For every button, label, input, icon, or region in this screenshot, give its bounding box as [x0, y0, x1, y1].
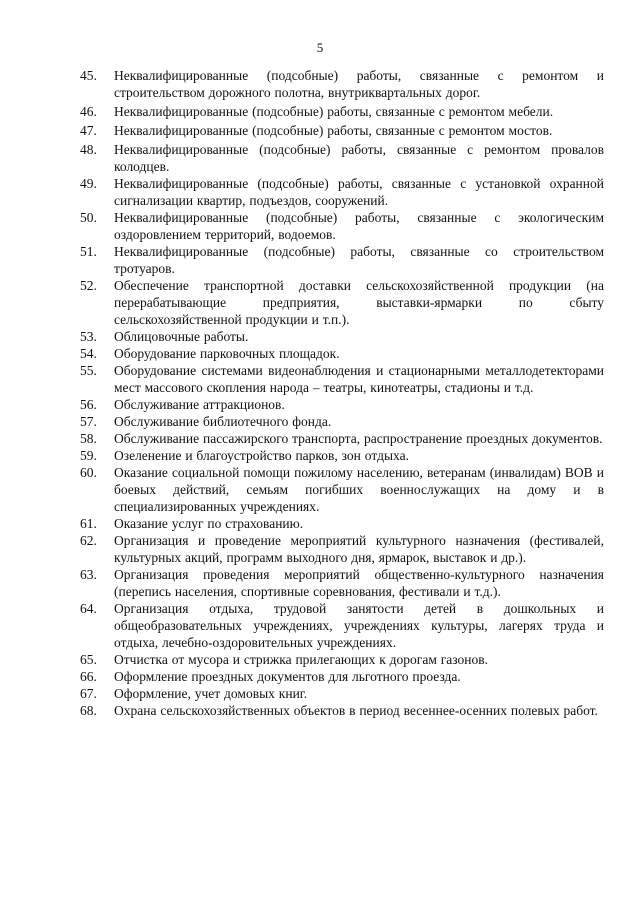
list-item-number: 47. [80, 123, 97, 138]
list-item [80, 651, 604, 668]
list-item-text: Организация проведения мероприятий общественно-культурного назначения (перепись населения, спортивные соревнования, фестивали и т.д.). [114, 567, 604, 599]
list-item [80, 243, 604, 277]
list-item-number: 60. [80, 465, 97, 480]
list-item-text: Неквалифицированные (подсобные) работы, связанные с ремонтом провалов колодцев. [114, 142, 604, 174]
list-item-text: Обслуживание библиотечного фонда. [114, 414, 332, 429]
list-item-number: 48. [80, 142, 97, 157]
list-item-number: 64. [80, 601, 97, 616]
list-item-number: 58. [80, 431, 97, 446]
list-item-text: Оказание услуг по страхованию. [114, 516, 304, 531]
list-item-number: 67. [80, 686, 97, 701]
list-item-text: Охрана сельскохозяйственных объектов в период весеннее-осенних полевых работ. [114, 703, 598, 718]
list-item [80, 430, 604, 447]
list-item-number: 68. [80, 703, 97, 718]
list-item [80, 103, 604, 120]
list-item [80, 532, 604, 566]
list-item-text: Обслуживание аттракционов. [114, 397, 285, 412]
list-item-number: 53. [80, 329, 97, 344]
list-item-text: Озеленение и благоустройство парков, зон отдыха. [114, 448, 409, 463]
list-item-number: 45. [80, 68, 97, 83]
list-item-number: 65. [80, 652, 97, 667]
list-item-number: 54. [80, 346, 97, 361]
list-item-text: Неквалифицированные (подсобные) работы, связанные с ремонтом мостов. [114, 123, 553, 138]
list-item [80, 566, 604, 600]
list-item-text: Оборудование системами видеонаблюдения и стационарными металлодетекторами мест массового скопления народа – театры, кинотеатры, стадионы и т.д. [114, 363, 604, 395]
list-item [80, 67, 604, 101]
list-item [80, 362, 604, 396]
list-item [80, 141, 604, 175]
list-item-text: Оформление проездных документов для льготного проезда. [114, 669, 461, 684]
list-item-text: Неквалифицированные (подсобные) работы, связанные с установкой охранной сигнализации квартир, подъездов, сооружений. [114, 176, 604, 208]
list-item [80, 396, 604, 413]
list-item-text: Оказание социальной помощи пожилому населению, ветеранам (инвалидам) ВОВ и боевых действий, семьям погибших военнослужащих на дому и в специализированных учреждениях. [114, 465, 604, 514]
list-item-text: Неквалифицированные (подсобные) работы, связанные со строительством тротуаров. [114, 244, 604, 276]
list-item [80, 685, 604, 702]
list-item-number: 59. [80, 448, 97, 463]
list-item-text: Организация и проведение мероприятий культурного назначения (фестивалей, культурных акций, программ выходного дня, ярмарок, выставок и др.). [114, 533, 604, 565]
list-item-text: Неквалифицированные (подсобные) работы, связанные с экологическим оздоровлением территорий, водоемов. [114, 210, 604, 242]
list-item-text: Организация отдыха, трудовой занятости детей в дошкольных и общеобразовательных учреждениях, учреждениях культуры, лагерях труда и отдыха, лечебно-оздоровительных учреждениях. [114, 601, 604, 650]
list-item-number: 61. [80, 516, 97, 531]
list-item [80, 175, 604, 209]
list-item [80, 600, 604, 651]
list-item [80, 413, 604, 430]
list-item [80, 209, 604, 243]
list-item-text: Неквалифицированные (подсобные) работы, связанные с ремонтом мебели. [114, 104, 554, 119]
list-item-text: Обслуживание пассажирского транспорта, распространение проездных документов. [114, 431, 603, 446]
list-item-text: Отчистка от мусора и стрижка прилегающих к дорогам газонов. [114, 652, 488, 667]
list-item [80, 447, 604, 464]
list-item-number: 62. [80, 533, 97, 548]
list-item [80, 277, 604, 328]
list-item-number: 52. [80, 278, 97, 293]
list-item-number: 63. [80, 567, 97, 582]
list-item [80, 668, 604, 685]
list-item-text: Оборудование парковочных площадок. [114, 346, 340, 361]
list-item-number: 49. [80, 176, 97, 191]
list-item [80, 515, 604, 532]
list-item [80, 328, 604, 345]
list-item-number: 51. [80, 244, 97, 259]
list-item-number: 56. [80, 397, 97, 412]
list-item-text: Оформление, учет домовых книг. [114, 686, 308, 701]
list-item-text: Облицовочные работы. [114, 329, 249, 344]
list-item-number: 50. [80, 210, 97, 225]
list-item [80, 702, 604, 719]
list-item-number: 66. [80, 669, 97, 684]
list-item [80, 464, 604, 515]
page-number: 5 [316, 40, 324, 55]
list-item-text: Неквалифицированные (подсобные) работы, связанные с ремонтом и строительством дорожного полотна, внутриквартальных дорог. [114, 68, 604, 100]
numbered-list [80, 67, 604, 719]
list-item-text: Обеспечение транспортной доставки сельскохозяйственной продукции (на перерабатывающие предприятия, выставки-ярмарки по сбыту сельскохозяйственной продукции и т.п.). [114, 278, 604, 327]
list-item [80, 122, 604, 139]
list-item-number: 55. [80, 363, 97, 378]
list-item-number: 57. [80, 414, 97, 429]
list-item-number: 46. [80, 104, 97, 119]
list-item [80, 345, 604, 362]
